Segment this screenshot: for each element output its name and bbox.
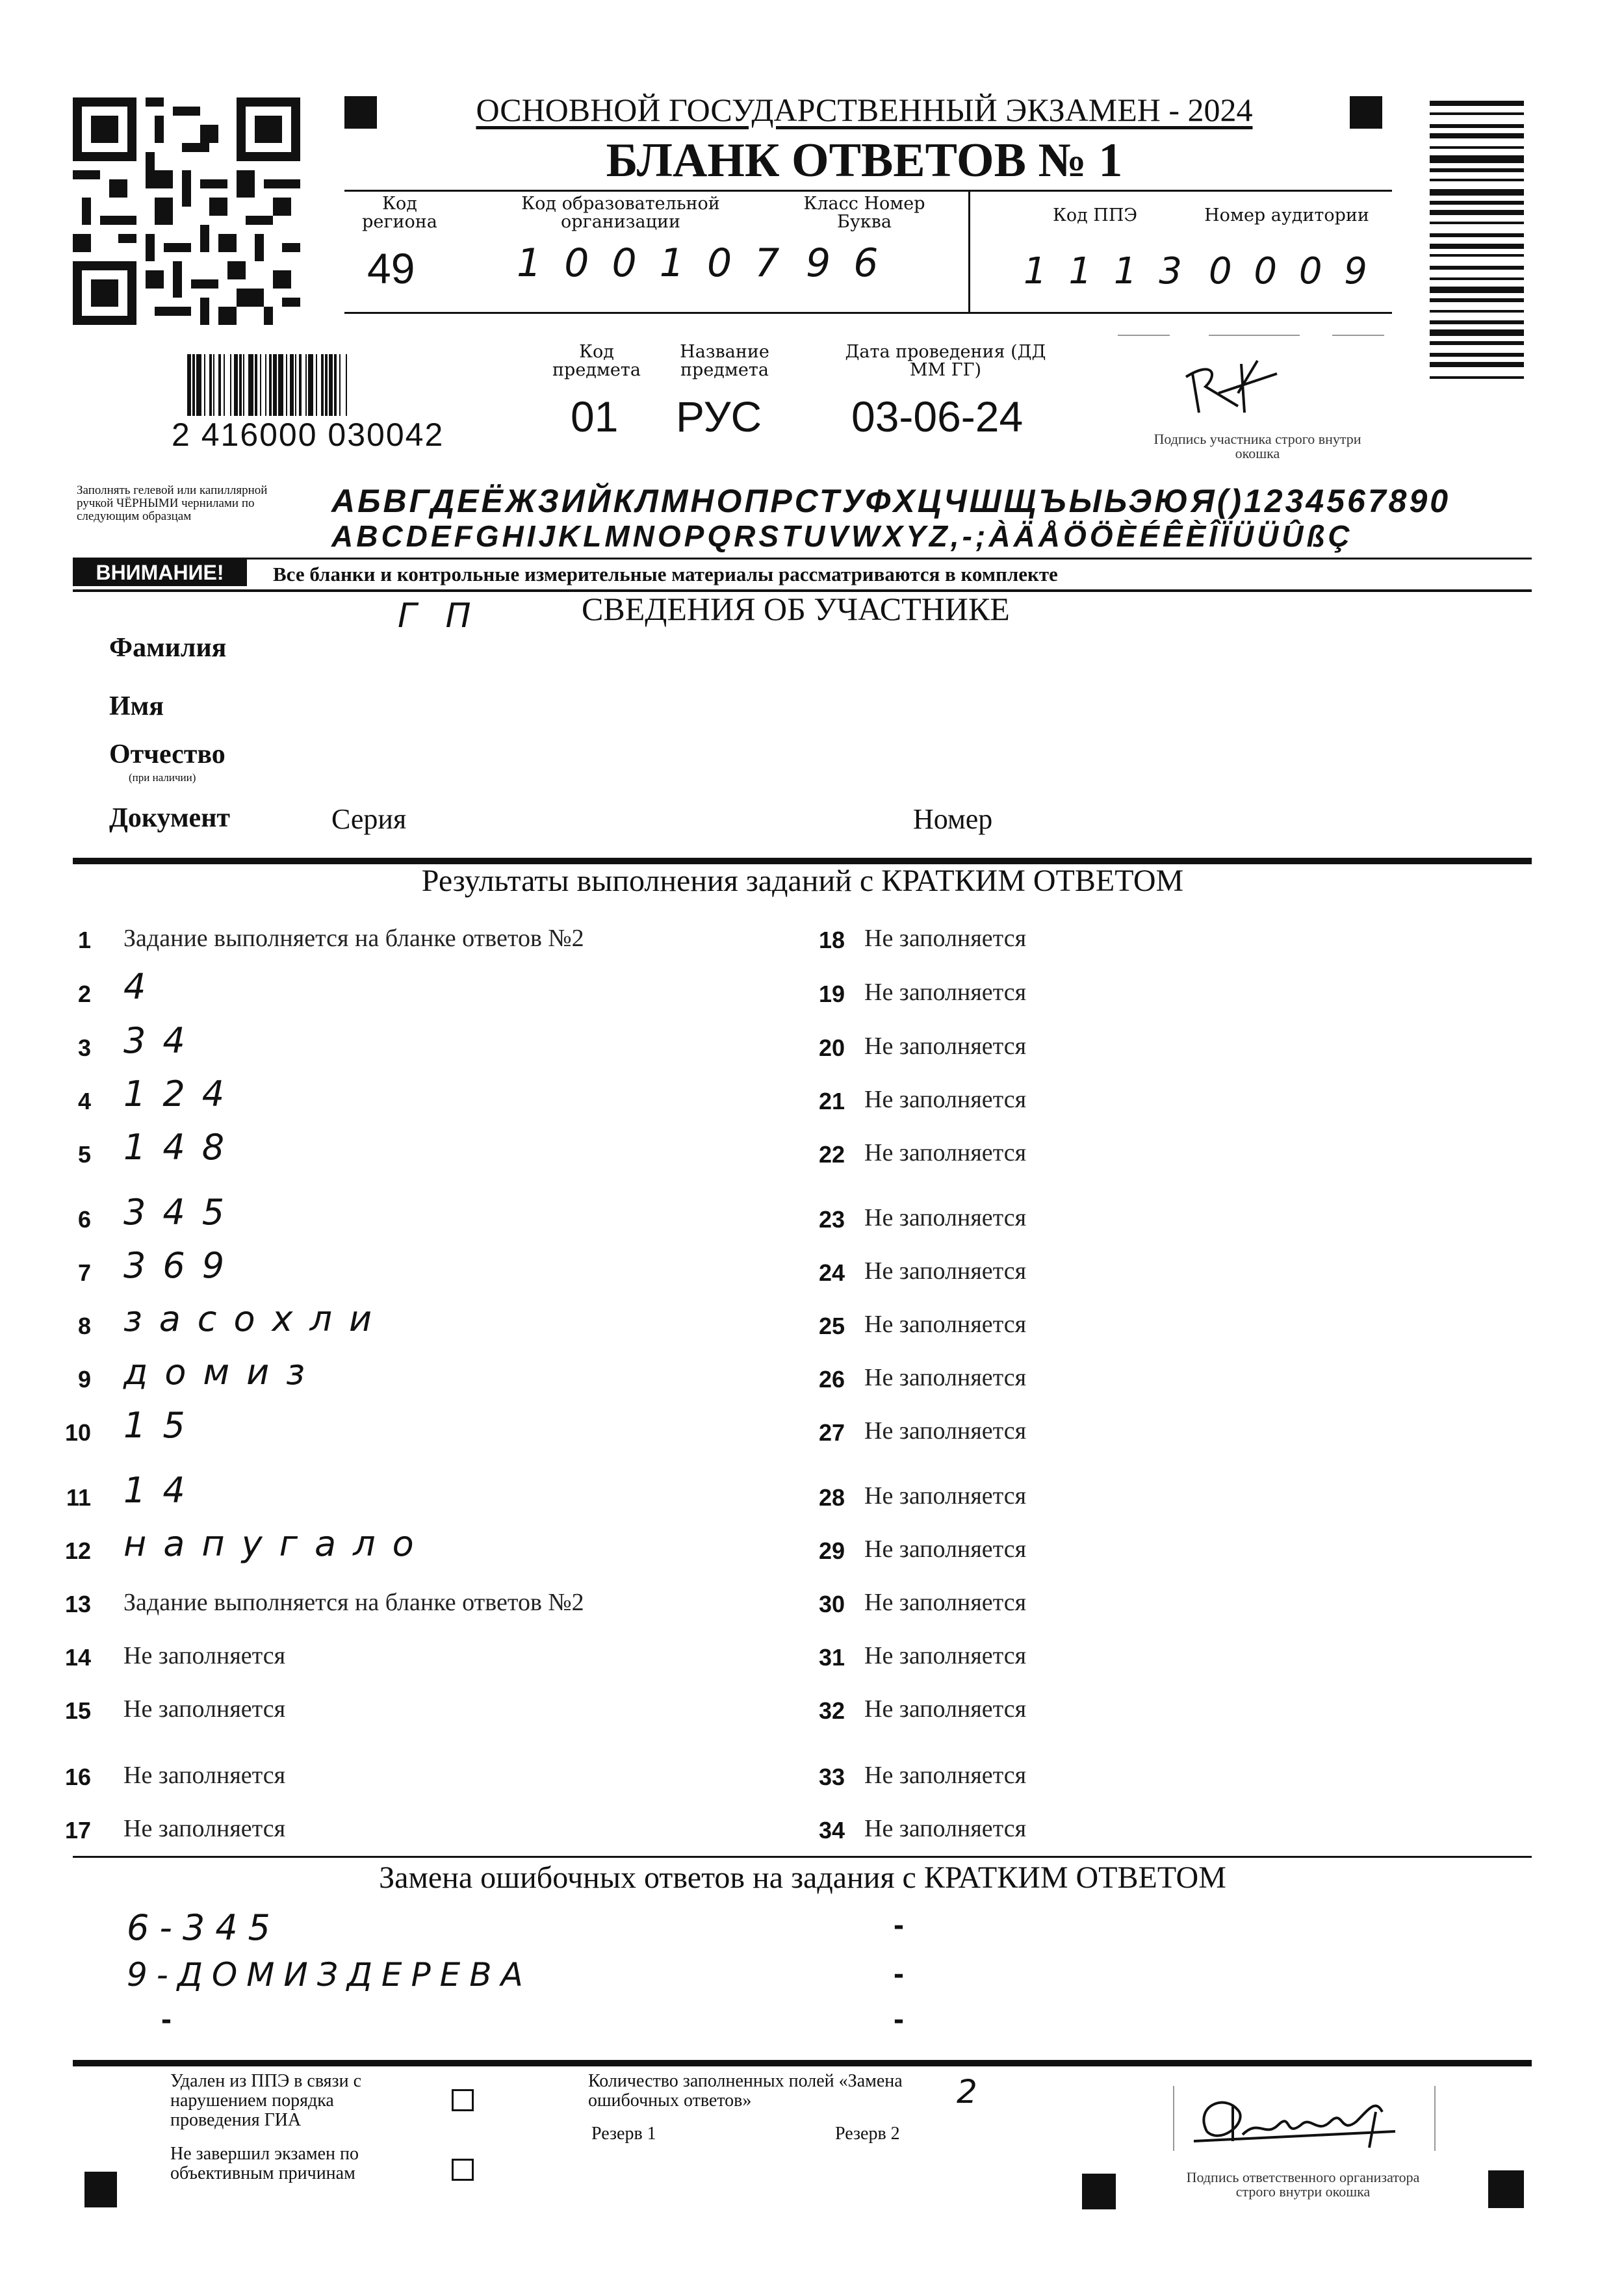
handwritten-answer[interactable]: засохли <box>123 1298 389 1339</box>
result-row-24 <box>812 1257 1397 1302</box>
class-value: 9 6 <box>806 240 884 286</box>
handwritten-answer[interactable]: 369 <box>123 1245 242 1286</box>
result-row-28 <box>812 1482 1397 1527</box>
removed-label: Удален из ППЭ в связи с нарушением порядка проведения ГИА <box>170 2071 362 2130</box>
corner-marker-top-left <box>344 96 377 129</box>
question-number: 26 <box>818 1366 845 1393</box>
region-value: 49 <box>367 244 415 292</box>
sample-row-latin: ABCDEFGHIJKLMNOPQRSTUVWXYZ,-;ÀÄÅÖÖÈÉÊÈÎÏÜÜÛßÇ <box>331 519 1353 553</box>
result-row-13 <box>58 1588 806 1634</box>
answer-note: Не заполняется <box>864 1364 1027 1391</box>
exam-title: ОСНОВНОЙ ГОСУДАРСТВЕННЫЙ ЭКЗАМЕН - 2024 <box>476 92 1253 128</box>
date-value: 03-06-24 <box>851 392 1024 441</box>
result-row-15 <box>58 1695 806 1740</box>
notice-badge: ВНИМАНИЕ! <box>73 559 247 586</box>
question-number: 7 <box>77 1259 91 1286</box>
result-row-12 <box>58 1523 806 1580</box>
question-number: 34 <box>818 1817 845 1844</box>
corner-marker-bottom-left <box>84 2172 117 2207</box>
answer-note: Не заполняется <box>864 1139 1027 1166</box>
result-row-14 <box>58 1641 806 1687</box>
question-number: 15 <box>64 1697 91 1724</box>
result-row-6 <box>58 1192 806 1249</box>
question-number: 10 <box>64 1419 91 1446</box>
question-number: 29 <box>818 1537 845 1564</box>
subject-code-value: 01 <box>571 392 619 441</box>
answer-note: Не заполняется <box>864 1536 1027 1563</box>
edge-barcode-right <box>1430 101 1524 510</box>
answer-note: Не заполняется <box>864 1257 1027 1285</box>
question-number: 21 <box>818 1088 845 1114</box>
question-number: 11 <box>66 1484 91 1511</box>
date-label: Дата проведения (ДД ММ ГГ) <box>845 342 1046 380</box>
result-row-29 <box>812 1535 1397 1580</box>
answer-note: Не заполняется <box>864 979 1027 1006</box>
answer-note: Не заполняется <box>864 1815 1027 1842</box>
result-row-17 <box>58 1814 806 1860</box>
answer-note: Не заполняется <box>864 1695 1027 1723</box>
result-row-10 <box>58 1405 806 1462</box>
answer-note: Не заполняется <box>123 1695 286 1723</box>
qr-code <box>73 97 300 325</box>
handwritten-answer[interactable]: напугало <box>123 1523 431 1564</box>
organizer-signature-caption: Подпись ответственного организатора строго внутри окошка <box>1186 2169 1420 2200</box>
answer-note: Задание выполняется на бланке ответов №2 <box>123 1589 584 1616</box>
answer-note: Не заполняется <box>864 925 1027 952</box>
answer-note: Не заполняется <box>864 1642 1027 1669</box>
barcode-number: 2 416000 030042 <box>168 416 448 454</box>
subject-code-label: Код предмета <box>552 342 641 380</box>
handwritten-answer[interactable]: 148 <box>123 1127 242 1168</box>
document-label: Документ <box>109 803 231 833</box>
question-number: 2 <box>77 981 91 1007</box>
result-row-21 <box>812 1085 1397 1131</box>
ppe-value: 1 1 1 3 <box>1024 250 1187 292</box>
answer-note: Не заполняется <box>864 1417 1027 1445</box>
patronymic-note: (при наличии) <box>129 771 196 784</box>
handwritten-answer[interactable]: домиз <box>123 1352 322 1393</box>
result-row-4 <box>58 1073 806 1131</box>
question-number: 25 <box>818 1313 845 1339</box>
question-number: 8 <box>77 1313 91 1339</box>
sample-row-cyrillic: АБВГДЕЁЖЗИЙКЛМНОПРСТУФХЦЧШЩЪЫЬЭЮЯ()1234567890 <box>331 483 1451 519</box>
footer-top-rule <box>73 2060 1532 2066</box>
codes-divider <box>968 190 970 312</box>
result-row-22 <box>812 1138 1397 1184</box>
answer-note: Не заполняется <box>864 1762 1027 1789</box>
ppe-label: Код ППЭ <box>1052 205 1138 225</box>
result-row-33 <box>812 1761 1397 1806</box>
question-number: 19 <box>818 981 845 1007</box>
room-label: Номер аудитории <box>1204 205 1369 225</box>
question-number: 28 <box>818 1484 845 1511</box>
corner-marker-top-right <box>1350 96 1382 129</box>
participant-section-title: СВЕДЕНИЯ ОБ УЧАСТНИКЕ <box>582 591 1010 627</box>
answer-note: Не заполняется <box>123 1642 286 1669</box>
question-number: 13 <box>64 1591 91 1617</box>
form-title: БЛАНК ОТВЕТОВ № 1 <box>606 134 1123 187</box>
number-label: Номер <box>913 803 993 835</box>
result-row-23 <box>812 1203 1397 1249</box>
reserve-1: Резерв 1 <box>591 2124 656 2144</box>
surname-label: Фамилия <box>109 633 227 663</box>
handwritten-answer[interactable]: 15 <box>123 1405 202 1446</box>
result-row-19 <box>812 978 1397 1023</box>
result-row-3 <box>58 1020 806 1077</box>
question-number: 24 <box>818 1259 845 1286</box>
removed-checkbox[interactable] <box>452 2089 474 2111</box>
replacement-title: Замена ошибочных ответов на задания с КРАТКИМ ОТВЕТОМ <box>379 1860 1226 1895</box>
result-row-34 <box>812 1814 1397 1860</box>
answer-note: Не заполняется <box>864 1086 1027 1113</box>
count-value: 2 <box>957 2073 977 2111</box>
results-title: Результаты выполнения заданий с КРАТКИМ ОТВЕТОМ <box>421 864 1184 898</box>
result-row-20 <box>812 1032 1397 1077</box>
handwritten-answer[interactable]: 124 <box>123 1073 242 1114</box>
handwritten-answer[interactable]: 4 <box>123 966 163 1007</box>
answer-note: Не заполняется <box>123 1815 286 1842</box>
corner-marker-bottom-mid <box>1082 2174 1116 2209</box>
result-row-25 <box>812 1310 1397 1356</box>
organizer-signature <box>1181 2086 1428 2151</box>
question-number: 12 <box>64 1537 91 1564</box>
question-number: 22 <box>818 1141 845 1168</box>
result-row-32 <box>812 1695 1397 1740</box>
series-label: Серия <box>331 803 407 835</box>
sample-instruction: Заполнять гелевой или капиллярной ручкой ЧЁРНЫМИ чернилами по следующим образцам <box>77 483 268 523</box>
question-number: 9 <box>77 1366 91 1393</box>
question-number: 33 <box>818 1764 845 1790</box>
handwritten-answer[interactable]: 34 <box>123 1020 202 1061</box>
question-number: 6 <box>77 1206 91 1233</box>
room-value: 0 0 0 9 <box>1209 250 1373 292</box>
results-bottom-rule <box>73 1856 1532 1858</box>
question-number: 3 <box>77 1035 91 1061</box>
question-number: 32 <box>818 1697 845 1724</box>
not-finished-checkbox[interactable] <box>452 2159 474 2181</box>
result-row-31 <box>812 1641 1397 1687</box>
answer-note: Не заполняется <box>864 1311 1027 1338</box>
result-row-1 <box>58 924 806 970</box>
reserve-2: Резерв 2 <box>835 2124 900 2144</box>
handwritten-answer[interactable]: 14 <box>123 1470 202 1511</box>
question-number: 5 <box>77 1141 91 1168</box>
answer-note: Не заполняется <box>864 1033 1027 1060</box>
question-number: 18 <box>818 927 845 953</box>
result-row-2 <box>58 966 806 1023</box>
result-row-7 <box>58 1245 806 1302</box>
org-value: 1 0 0 1 0 7 <box>517 240 785 286</box>
replacement-right-2: - <box>894 1957 904 1991</box>
notice-text: Все бланки и контрольные измерительные материалы рассматриваются в комплекте <box>273 563 1058 585</box>
result-row-8 <box>58 1298 806 1356</box>
result-row-11 <box>58 1470 806 1527</box>
replacement-left-3: - <box>161 2002 172 2037</box>
question-number: 1 <box>77 927 91 953</box>
replacement-right-3: - <box>894 2002 904 2037</box>
result-row-16 <box>58 1761 806 1806</box>
answer-note: Не заполняется <box>864 1482 1027 1510</box>
participant-signature-box <box>1118 335 1391 432</box>
organizer-signature-box <box>1173 2086 1436 2151</box>
patronymic-label: Отчество <box>109 739 226 769</box>
question-number: 23 <box>818 1206 845 1233</box>
org-label: Код образовательной организации <box>521 194 720 232</box>
answer-note: Не заполняется <box>864 1589 1027 1616</box>
subject-name-value: РУС <box>676 392 762 441</box>
participant-handwritten-mark: Г П <box>398 597 480 636</box>
answer-note: Задание выполняется на бланке ответов №2 <box>123 925 584 952</box>
answer-note: Не заполняется <box>864 1204 1027 1231</box>
question-number: 27 <box>818 1419 845 1446</box>
replacement-left-1: 6-345 <box>127 1907 281 1948</box>
subject-name-label: Название предмета <box>680 342 769 380</box>
corner-marker-bottom-right <box>1488 2170 1524 2208</box>
question-number: 14 <box>64 1644 91 1671</box>
question-number: 20 <box>818 1035 845 1061</box>
replacement-left-2: 9-ДОМИЗДЕРЕВА <box>127 1956 532 1994</box>
result-row-9 <box>58 1352 806 1409</box>
answer-note: Не заполняется <box>123 1762 286 1789</box>
question-number: 31 <box>818 1644 845 1671</box>
question-number: 30 <box>818 1591 845 1617</box>
participant-signature-caption: Подпись участника строго внутри окошка <box>1154 431 1361 461</box>
handwritten-answer[interactable]: 345 <box>123 1192 242 1233</box>
result-row-5 <box>58 1127 806 1184</box>
class-label: Класс Номер Буква <box>803 194 925 232</box>
region-label: Код региона <box>362 194 437 232</box>
result-row-30 <box>812 1588 1397 1634</box>
result-row-18 <box>812 924 1397 970</box>
count-label: Количество заполненных полей «Замена ошибочных ответов» <box>588 2071 903 2111</box>
name-label: Имя <box>109 691 164 721</box>
replacement-right-1: - <box>894 1908 904 1942</box>
result-row-26 <box>812 1363 1397 1409</box>
not-finished-label: Не завершил экзамен по объективным причинам <box>170 2144 359 2183</box>
question-number: 4 <box>77 1088 91 1114</box>
question-number: 16 <box>64 1764 91 1790</box>
result-row-27 <box>812 1417 1397 1462</box>
participant-signature <box>1179 348 1296 419</box>
question-number: 17 <box>64 1817 91 1844</box>
